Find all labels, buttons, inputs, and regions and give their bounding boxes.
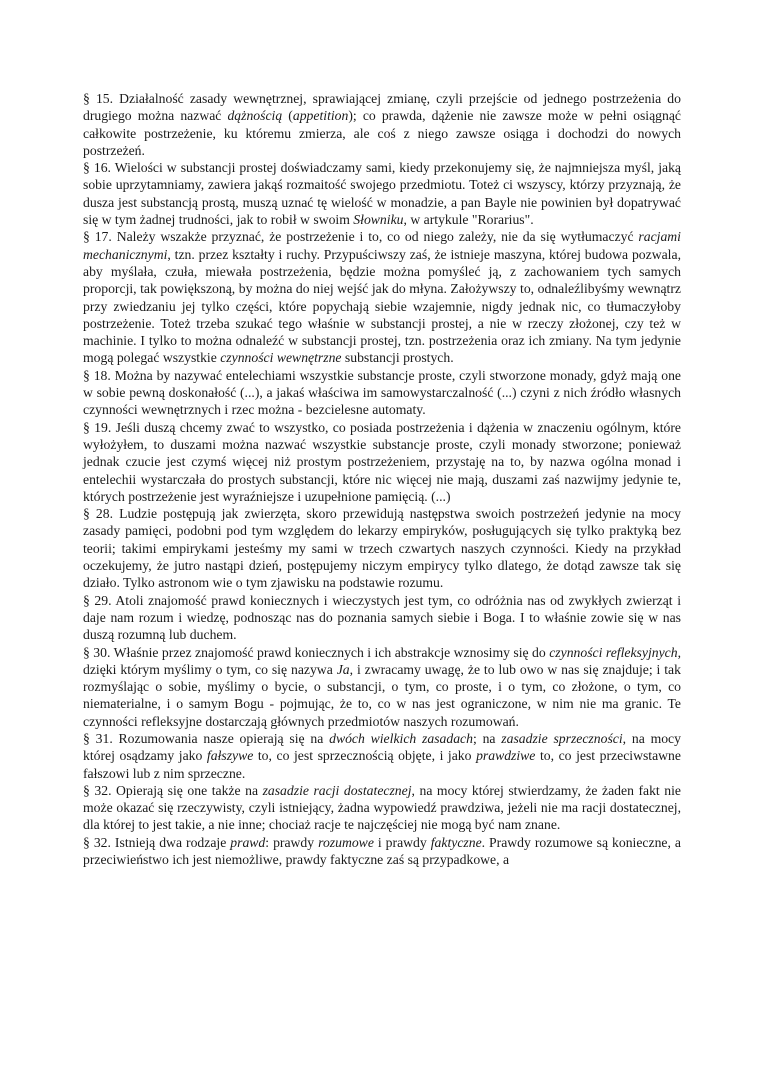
- italic-text: rozumowe: [318, 834, 374, 850]
- text-run: , na mocy której osądzamy jako: [83, 730, 681, 764]
- paragraph: [83, 367, 681, 419]
- document-page: [83, 90, 681, 868]
- italic-text: racjami mechanicznymi: [83, 229, 681, 262]
- text-run: (: [282, 108, 293, 124]
- italic-text: appetition: [292, 108, 349, 124]
- italic-text: fałszywe: [206, 748, 254, 764]
- paragraph: [83, 228, 681, 366]
- text-run: § 32. Opierają się one także na: [83, 782, 263, 798]
- text-run: ; na: [472, 730, 502, 746]
- italic-text: prawdziwe: [476, 748, 536, 764]
- italic-text: czynności refleksyjnych: [549, 644, 678, 660]
- paragraph: [83, 159, 681, 228]
- text-run: substancji prostych.: [341, 350, 454, 366]
- text-run: . Prawdy rozumowe są konieczne, a przeciwieństwo ich jest niemożliwe, prawdy faktyczne zaś są przypadkowe, a: [83, 834, 681, 868]
- text-run: § 31. Rozumowania nasze opierają się na: [83, 730, 330, 746]
- italic-text: dążnością: [227, 108, 283, 124]
- text-run: § 28. Ludzie postępują jak zwierzęta, skoro przewidują następstwa swoich postrzeżeń jedynie na mocy zasady pamięci, podobni pod tym względem do lekarzy empiryków, posługujących się tylko praktyką bez teorii; takimi empirykami jesteśmy my sami w trzech czwartych naszych czynności. Kiedy na przykład oczekujemy, że jutro nastąpi dzień, postępujemy niczym empirycy tylko dlatego, że dotąd zawsze tak się działo. Tylko astronom wie o tym zjawisku na podstawie rozumu.: [83, 506, 681, 591]
- paragraph: [83, 644, 681, 730]
- paragraph: [83, 592, 681, 644]
- text-run: § 17. Należy wszakże przyznać, że postrzeżenie i to, co od niego zależy, nie da się wytłumaczyć: [83, 229, 639, 245]
- paragraph: [83, 419, 681, 505]
- text-run: : prawdy: [265, 834, 319, 850]
- text-run: to, co jest przeciwstawne fałszowi lub z nim sprzeczne.: [83, 748, 681, 781]
- text-run: § 18. Można by nazywać entelechiami wszystkie substancje proste, czyli stworzone monady, gdyż mają one w sobie pewną doskonałość (...), a jakaś właściwa im samowystarczalność (...) czyni z nich źródło własnych czynności wewnętrznych i rzec można - bezcielesne automaty.: [83, 367, 681, 418]
- text-run: § 16. Wielości w substancji prostej doświadczamy sami, kiedy przekonujemy się, że najmniejsza myśl, jaką sobie uprzytamniamy, zawiera jakąś rozmaitość swojego przedmiotu. Toteż ci wszyscy, którzy przyznają, że dusza jest substancją prostą, muszą uznać tę wielość w monadzie, a pan Bayle nie powinien był dopatrywać się w tym żadnej trudności, jak to robił w swoim: [83, 160, 681, 228]
- italic-text: Ja: [336, 661, 350, 677]
- text-run: § 32. Istnieją dwa rodzaje: [83, 834, 231, 850]
- text-run: , i zwracamy uwagę, że to lub owo w nas się znajduje; i tak rozmyślając o sobie, myślimy o bycie, o substancji, o tym, co proste, i o tym, co złożone, o tym, co niematerialne, i o samym Bogu - pojmując, że to, co w nas jest ograniczone, w nim nie ma granic. Te czynności refleksyjne dostarczają głównych przedmiotów naszych rozumowań.: [83, 661, 681, 729]
- italic-text: zasadzie sprzeczności: [501, 730, 623, 746]
- paragraph: [83, 834, 681, 869]
- text-run: ); co prawda, dążenie nie zawsze może w pełni osiągnąć całkowite postrzeżenie, ku któremu zmierza, ale coś z niego zawsze osiąga i dochodzi do nowych postrzeżeń.: [83, 108, 681, 158]
- paragraph: [83, 90, 681, 159]
- text-run: § 29. Atoli znajomość prawd koniecznych i wieczystych jest tym, co odróżnia nas od zwykłych zwierząt i daje nam rozum i wiedzę, podnosząc nas do poznania samych siebie i Boga. I to właśnie zowie się w nas duszą rozumną lub duchem.: [83, 592, 681, 643]
- italic-text: faktyczne: [430, 834, 482, 850]
- text-run: § 15. Działalność zasady wewnętrznej, sprawiającej zmianę, czyli przejście od jednego postrzeżenia do drugiego można nazwać: [83, 91, 681, 124]
- italic-text: czynności wewnętrzne: [220, 350, 342, 366]
- text-run: § 19. Jeśli duszą chcemy zwać to wszystko, co posiada postrzeżenia i dążenia w znaczeniu ogólnym, które wyłożyłem, to duszami można nazwać wszystkie substancje proste, czyli monady stworzone; ponieważ jednak czucie jest czymś więcej niż prostym postrzeżeniem, przystaję na to, by nazwa ogólna monad i entelechii wystarczała do prostych substancji, które nic więcej nie mają, duszami zaś nazwijmy jedynie te, których postrzeżenie jest wyraźniejsze i uzupełnione pamięcią. (...): [83, 419, 681, 504]
- text-run: § 30. Właśnie przez znajomość prawd koniecznych i ich abstrakcje wznosimy się do: [83, 644, 550, 660]
- text-run: , dzięki którym myślimy o tym, co się nazywa: [83, 644, 682, 677]
- italic-text: Słowniku: [353, 212, 404, 228]
- text-run: , na mocy której stwierdzamy, że żaden fakt nie może okazać się rzeczywisty, czyli istniejący, żadna wypowiedź prawdziwa, jeżeli nie ma racji dostatecznej, dla której to jest takie, a nie inne; chociaż racje te najczęściej nie mogą być nam znane.: [83, 782, 681, 833]
- text-run: , w artykule "Rorarius".: [403, 212, 534, 228]
- italic-text: prawd: [230, 834, 266, 850]
- italic-text: dwóch wielkich zasadach: [329, 730, 473, 746]
- paragraph: [83, 730, 681, 782]
- text-run: , tzn. przez kształty i ruchy. Przypuściwszy zaś, że istnieje maszyna, której budowa pozwala, aby myślała, czuła, miewała postrzeżenia, będzie można pomyśleć ją, z zachowaniem tych samych proporcji, tak powiększoną, by można do niej wejść jak do młyna. Założywszy to, odnaleźlibyśmy wewnątrz przy zwiedzaniu jej tylko części, które popychają siebie wzajemnie, nigdy jednak nic, co tłumaczyłoby postrzeżenie. Toteż trzeba szukać tego właśnie w substancji prostej, a nie w rzeczy złożonej, czy też w machinie. I tylko to można odnaleźć w substancji prostej, tzn. postrzeżenia oraz ich zmiany. Na tym jedynie mogą polegać wszystkie: [83, 246, 681, 366]
- paragraph: [83, 505, 681, 591]
- text-run: i prawdy: [373, 834, 431, 850]
- paragraph: [83, 782, 681, 834]
- text-run: to, co jest sprzecznością objęte, i jako: [253, 748, 477, 764]
- italic-text: zasadzie racji dostatecznej: [262, 782, 412, 798]
